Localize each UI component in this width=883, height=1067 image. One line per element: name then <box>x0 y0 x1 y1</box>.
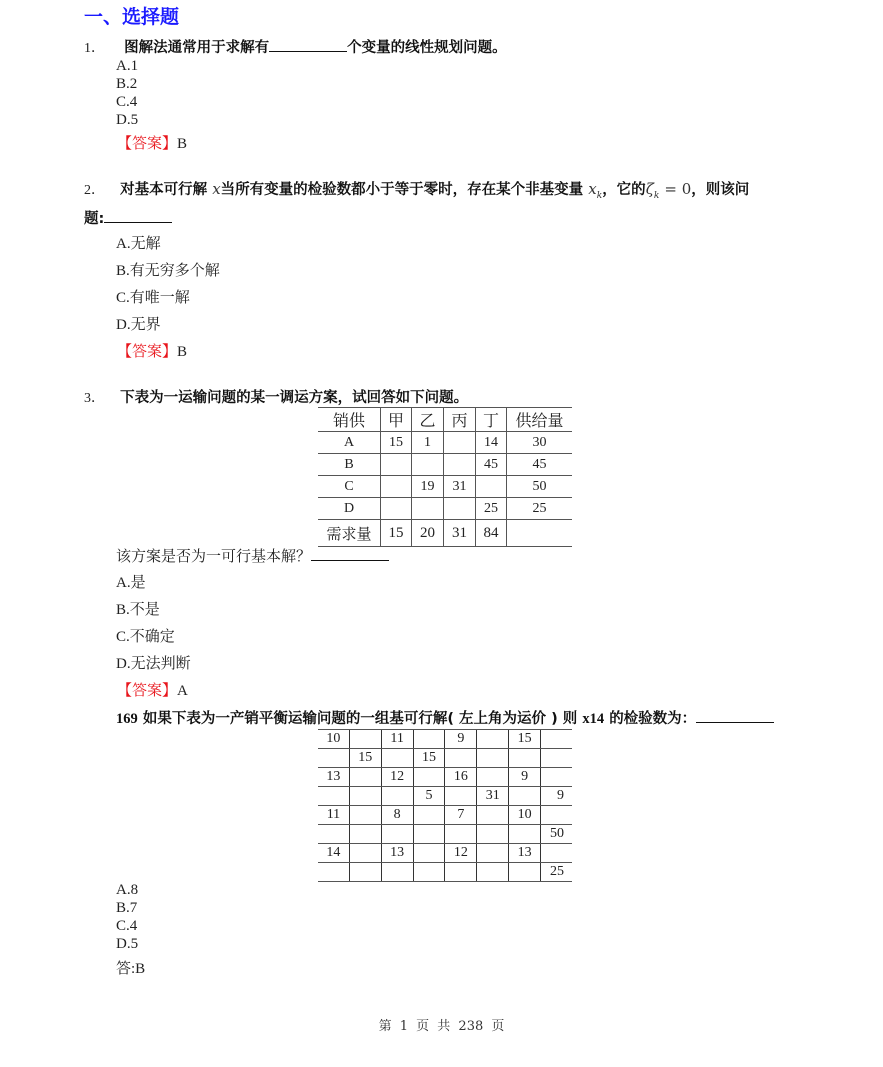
option-b[interactable]: B.不是 <box>116 602 160 618</box>
table-row <box>318 844 572 863</box>
table-cell: 12 <box>445 844 477 863</box>
table-cell: 13 <box>509 844 541 863</box>
math-x: x <box>588 180 597 198</box>
variable-x14: x14 <box>582 711 605 727</box>
question-3-stem <box>84 386 468 407</box>
table-cell: 19 <box>412 476 444 498</box>
table-cell <box>318 749 349 768</box>
question-number: 169 <box>116 711 138 727</box>
math-xk <box>588 180 603 201</box>
math-zeta-symbol: ζ <box>645 180 654 198</box>
answer-blank <box>696 708 774 723</box>
table-cell: 乙 <box>412 408 444 432</box>
table-cell: 9 <box>541 787 572 806</box>
cost-solution-table <box>318 729 572 882</box>
table-cell: 7 <box>445 806 477 825</box>
question-169-answer: 答:B <box>116 961 146 977</box>
option-d[interactable]: D.5 <box>116 112 139 128</box>
option-b[interactable]: B.2 <box>116 76 138 92</box>
table-cell <box>381 863 413 882</box>
table-cell <box>445 825 477 844</box>
table-cell: 15 <box>381 520 412 547</box>
option-d[interactable]: D.无界 <box>116 317 161 333</box>
table-cell <box>445 749 477 768</box>
question-text: 如果下表为一产销平衡运输问题的一组基可行解( 左上角为运价 ) 则 <box>142 711 578 727</box>
answer-label: 【答案】 <box>117 134 178 152</box>
table-row <box>318 825 572 844</box>
table-cell: 25 <box>541 863 572 882</box>
table-row <box>318 730 572 749</box>
answer-blank <box>104 208 172 223</box>
table-row <box>318 454 572 476</box>
table-cell: 31 <box>444 520 476 547</box>
math-x: x <box>212 180 221 198</box>
table-cell <box>381 825 413 844</box>
table-cell: 12 <box>381 768 413 787</box>
table-cell: 16 <box>445 768 477 787</box>
question-2-stem <box>84 178 749 201</box>
table-header-row <box>318 408 572 432</box>
table-row <box>318 806 572 825</box>
table-cell: 13 <box>381 844 413 863</box>
option-c[interactable]: C.不确定 <box>116 629 175 645</box>
page-footer: 第 1 页 共 238 页 <box>378 1019 505 1034</box>
math-subscript: k <box>596 191 603 201</box>
table-cell <box>349 806 381 825</box>
table-cell <box>509 863 541 882</box>
question-169-options <box>116 881 138 953</box>
question-text: ，则该问 <box>691 182 750 198</box>
question-text: 题: <box>84 211 105 227</box>
table-row <box>318 476 572 498</box>
table-cell <box>444 498 476 520</box>
table-cell: 31 <box>444 476 476 498</box>
option-a[interactable]: A.是 <box>116 575 146 591</box>
question-2-answer <box>117 340 187 361</box>
table-cell <box>541 844 572 863</box>
table-cell: D <box>318 498 381 520</box>
table-cell <box>413 806 445 825</box>
table-cell: 供给量 <box>507 408 573 432</box>
table-cell <box>477 825 509 844</box>
table-cell <box>444 454 476 476</box>
table-cell: 14 <box>476 432 507 454</box>
table-cell: C <box>318 476 381 498</box>
table-cell <box>381 787 413 806</box>
table-cell: 15 <box>381 432 412 454</box>
table-cell <box>349 863 381 882</box>
option-d[interactable]: D.5 <box>116 936 139 952</box>
question-number: 2． <box>84 183 105 198</box>
table-cell <box>381 454 412 476</box>
answer-value: A <box>177 683 188 699</box>
table-cell <box>541 768 572 787</box>
question-1-options <box>116 57 138 129</box>
table-cell <box>476 476 507 498</box>
math-subscript: k <box>653 191 660 201</box>
option-d[interactable]: D.无法判断 <box>116 656 191 672</box>
table-cell: 14 <box>318 844 349 863</box>
table-cell <box>349 768 381 787</box>
table-cell: 25 <box>507 498 573 520</box>
table-cell <box>509 787 541 806</box>
table-cell <box>381 498 412 520</box>
table-cell: 45 <box>507 454 573 476</box>
question-text: 对基本可行解 <box>120 182 208 198</box>
question-2-stem-line2 <box>84 207 172 228</box>
table-cell <box>444 432 476 454</box>
table-cell: 5 <box>413 787 445 806</box>
table-row <box>318 863 572 882</box>
question-text: 当所有变量的检验数都小于等于零时，存在某个非基变量 <box>220 182 584 198</box>
table-cell: 销供 <box>318 408 381 432</box>
question-number: 1． <box>84 41 105 56</box>
question-1-stem <box>84 36 507 57</box>
table-cell: 15 <box>413 749 445 768</box>
table-cell: 13 <box>318 768 349 787</box>
table-cell <box>349 825 381 844</box>
table-row <box>318 432 572 454</box>
table-cell: A <box>318 432 381 454</box>
math-zeta <box>645 180 660 201</box>
table-row <box>318 498 572 520</box>
table-cell: 10 <box>509 806 541 825</box>
table-cell: 11 <box>318 806 349 825</box>
table-cell: 25 <box>476 498 507 520</box>
table-row <box>318 768 572 787</box>
table-cell: 45 <box>476 454 507 476</box>
question-text: 下表为一运输问题的某一调运方案，试回答如下问题。 <box>120 390 469 406</box>
answer-label: 【答案】 <box>117 681 178 699</box>
table-cell: 10 <box>318 730 349 749</box>
table-cell <box>509 825 541 844</box>
table-cell <box>412 498 444 520</box>
table-cell: 84 <box>476 520 507 547</box>
table-cell <box>413 768 445 787</box>
table-cell: 30 <box>507 432 573 454</box>
table-cell <box>318 825 349 844</box>
table-cell <box>381 476 412 498</box>
option-c[interactable]: C.有唯一解 <box>116 290 190 306</box>
table-cell: 15 <box>349 749 381 768</box>
question-text: 个变量的线性规划问题。 <box>347 40 507 56</box>
table-cell <box>445 787 477 806</box>
answer-label: 【答案】 <box>117 342 178 360</box>
question-1-answer <box>117 132 187 153</box>
table-cell: 50 <box>507 476 573 498</box>
table-row <box>318 749 572 768</box>
table-cell: 丙 <box>444 408 476 432</box>
question-text: 图解法通常用于求解有 <box>124 40 270 56</box>
answer-value: B <box>177 344 188 360</box>
table-cell <box>349 730 381 749</box>
table-cell: B <box>318 454 381 476</box>
table-row <box>318 787 572 806</box>
question-3-answer <box>117 679 188 700</box>
table-cell <box>541 730 572 749</box>
table-cell: 9 <box>509 768 541 787</box>
option-b[interactable]: B.有无穷多个解 <box>116 263 220 279</box>
table-cell <box>509 749 541 768</box>
table-cell <box>541 806 572 825</box>
option-c[interactable]: C.4 <box>116 918 138 934</box>
math-equals-zero: = 0 <box>664 180 692 198</box>
table-cell <box>412 454 444 476</box>
option-a[interactable]: A.无解 <box>116 236 161 252</box>
table-cell <box>541 749 572 768</box>
answer-blank <box>311 546 389 561</box>
table-cell <box>477 768 509 787</box>
table-cell <box>413 730 445 749</box>
table-cell <box>477 863 509 882</box>
question-text: 的检验数为： <box>609 711 697 727</box>
table-cell: 11 <box>381 730 413 749</box>
table-cell <box>445 863 477 882</box>
question-3-subquestion <box>116 545 389 566</box>
question-number: 3． <box>84 391 105 406</box>
table-cell: 20 <box>412 520 444 547</box>
table-cell <box>477 730 509 749</box>
answer-blank <box>269 37 347 52</box>
table-cell <box>318 787 349 806</box>
table-cell: 丁 <box>476 408 507 432</box>
table-cell: 8 <box>381 806 413 825</box>
table-cell <box>477 844 509 863</box>
answer-value: B <box>177 136 188 152</box>
table-cell <box>381 749 413 768</box>
table-cell <box>507 520 573 547</box>
table-cell: 9 <box>445 730 477 749</box>
table-row <box>318 520 572 547</box>
table-cell: 甲 <box>381 408 412 432</box>
question-text: ，它的 <box>602 182 646 198</box>
table-cell <box>413 863 445 882</box>
table-cell <box>413 844 445 863</box>
option-c[interactable]: C.4 <box>116 94 138 110</box>
option-b[interactable]: B.7 <box>116 900 138 916</box>
table-cell: 50 <box>541 825 572 844</box>
table-cell <box>477 806 509 825</box>
table-cell: 1 <box>412 432 444 454</box>
table-cell <box>477 749 509 768</box>
table-cell: 15 <box>509 730 541 749</box>
subquestion-text: 该方案是否为一可行基本解？ <box>116 549 312 565</box>
table-cell <box>318 863 349 882</box>
table-cell: 31 <box>477 787 509 806</box>
table-cell: 需求量 <box>318 520 381 547</box>
table-cell <box>349 787 381 806</box>
option-a[interactable]: A.1 <box>116 58 139 74</box>
section-title: 一、选择题 <box>84 6 180 28</box>
transport-table <box>318 407 572 547</box>
option-a[interactable]: A.8 <box>116 882 139 898</box>
table-cell <box>413 825 445 844</box>
question-169-stem <box>116 707 774 728</box>
table-cell <box>349 844 381 863</box>
